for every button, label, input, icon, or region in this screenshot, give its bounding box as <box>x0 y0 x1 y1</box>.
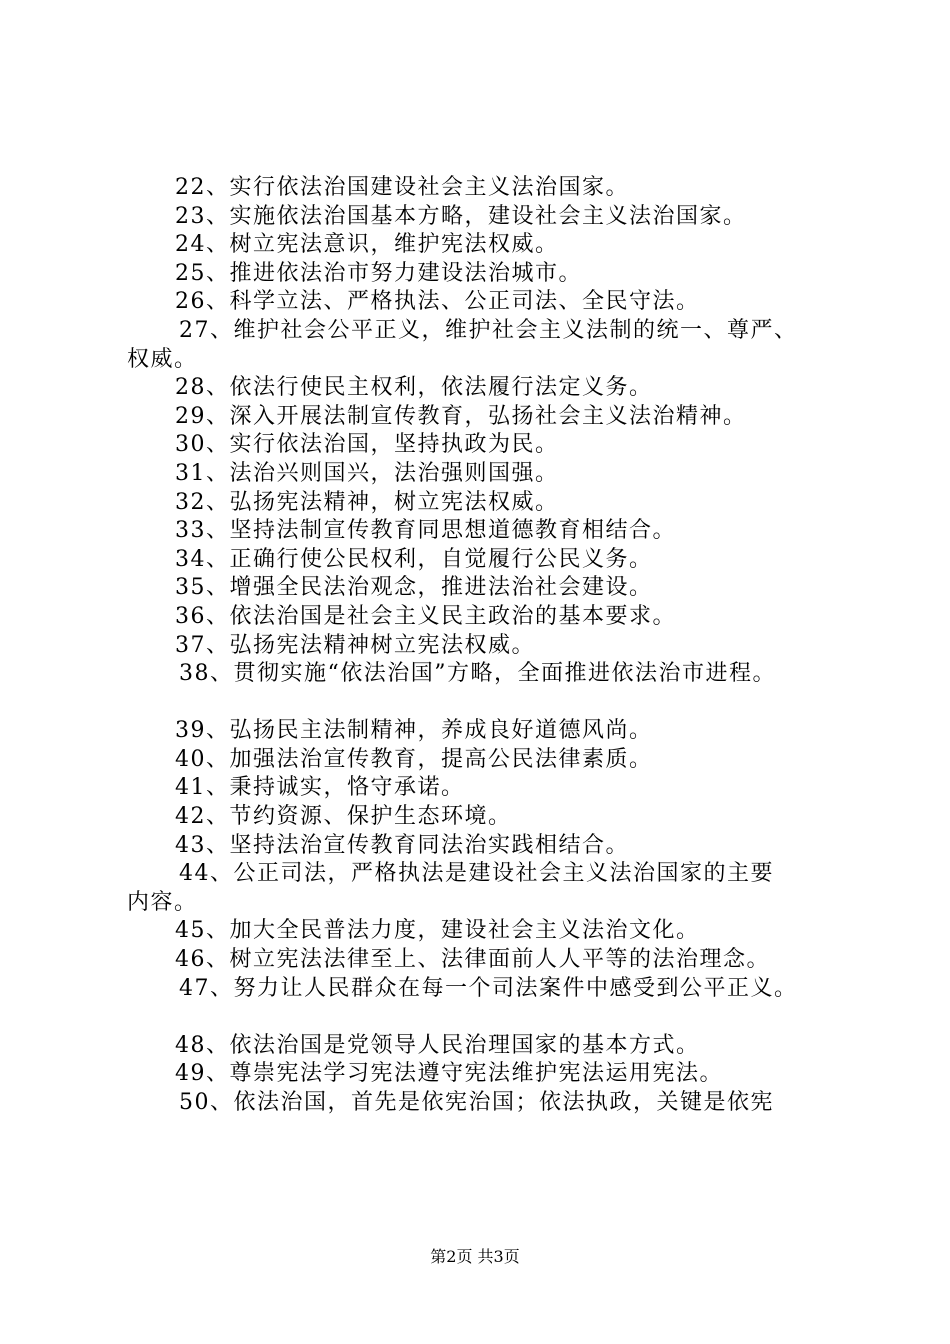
list-item: 34、正确行使公民权利，自觉履行公民义务。 <box>175 546 653 572</box>
list-item: 40、加强法治宣传教育，提高公民法律素质。 <box>175 746 653 772</box>
list-item: 35、增强全民法治观念，推进法治社会建设。 <box>175 575 653 601</box>
list-item: 45、加大全民普法力度，建设社会主义法治文化。 <box>175 918 700 944</box>
list-item: 41、秉持诚实，恪守承诺。 <box>175 775 465 801</box>
list-item: 32、弘扬宪法精神，树立宪法权威。 <box>175 489 559 515</box>
list-item-continuation: 权威。 <box>127 346 198 372</box>
list-item: 25、推进依法治市努力建设法治城市。 <box>175 260 582 286</box>
list-item: 36、依法治国是社会主义民主政治的基本要求。 <box>175 603 676 629</box>
list-item: 46、树立宪法法律至上、法律面前人人平等的法治理念。 <box>175 947 770 973</box>
list-item: 39、弘扬民主法制精神，养成良好道德风尚。 <box>175 718 653 744</box>
list-item: 38、贯彻实施“依法治国”方略，全面推进依法治市进程。 <box>179 661 776 687</box>
list-item: 24、树立宪法意识，维护宪法权威。 <box>175 232 559 258</box>
list-item: 26、科学立法、严格执法、公正司法、全民守法。 <box>175 289 700 315</box>
blank-line <box>127 689 847 718</box>
list-item: 50、依法治国，首先是依宪治国；依法执政，关键是依宪 <box>179 1090 774 1115</box>
list-item: 43、坚持法治宣传教育同法治实践相结合。 <box>175 832 629 858</box>
page-footer: 第2页 共3页 <box>430 1247 520 1266</box>
list-item: 29、深入开展法制宣传教育，弘扬社会主义法治精神。 <box>175 403 747 429</box>
list-item-continuation: 内容。 <box>127 889 198 915</box>
list-item: 37、弘扬宪法精神树立宪法权威。 <box>175 632 535 658</box>
blank-line <box>127 1003 847 1032</box>
list-item: 48、依法治国是党领导人民治理国家的基本方式。 <box>175 1032 700 1058</box>
list-item: 23、实施依法治国基本方略，建设社会主义法治国家。 <box>175 203 747 229</box>
list-item: 27、维护社会公平正义，维护社会主义法制的统一、尊严、 <box>179 317 798 343</box>
list-item: 28、依法行使民主权利，依法履行法定义务。 <box>175 375 653 401</box>
list-item: 47、努力让人民群众在每一个司法案件中感受到公平正义。 <box>179 975 798 1001</box>
list-item: 44、公正司法，严格执法是建设社会主义法治国家的主要 <box>179 861 774 887</box>
document-body <box>127 174 847 1118</box>
list-item: 42、节约资源、保护生态环境。 <box>175 804 512 830</box>
list-item: 30、实行依法治国，坚持执政为民。 <box>175 432 559 458</box>
list-item: 22、实行依法治国建设社会主义法治国家。 <box>175 175 629 200</box>
list-item: 33、坚持法制宣传教育同思想道德教育相结合。 <box>175 518 676 544</box>
list-item: 31、法治兴则国兴，法治强则国强。 <box>175 460 559 486</box>
list-item: 49、尊崇宪法学习宪法遵守宪法维护宪法运用宪法。 <box>175 1061 723 1087</box>
